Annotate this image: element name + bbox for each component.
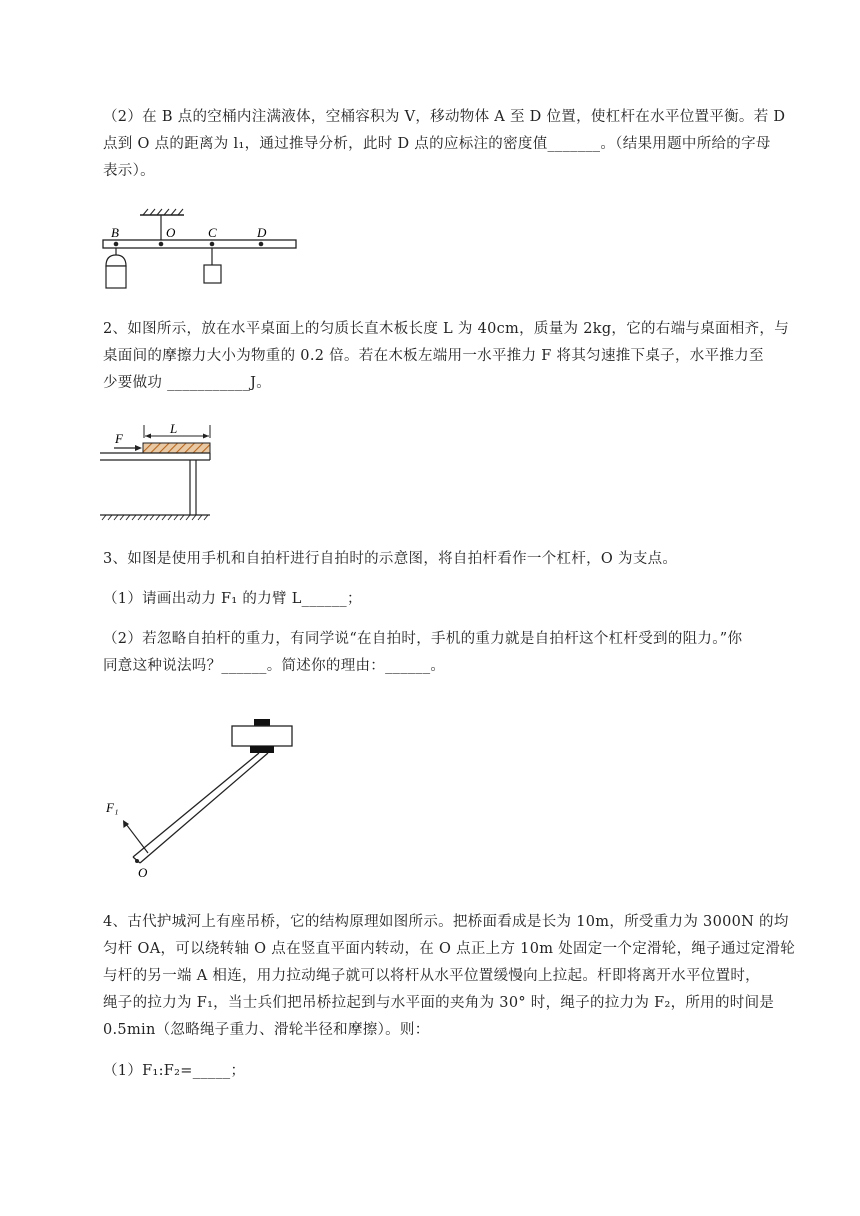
text-line: （1）F₁:F₂=_____； — [103, 1063, 246, 1079]
phone-top-button — [254, 719, 270, 726]
pivot-o — [135, 859, 139, 863]
point-c — [210, 242, 215, 247]
bucket-lid — [106, 255, 126, 266]
lever-bar — [103, 240, 296, 248]
label-f1: F₁ — [106, 800, 119, 815]
weight-block — [204, 265, 221, 283]
force-f1-arrow — [126, 824, 148, 853]
text-line: （2）在 B 点的空桶内注满液体，空桶容积为 V，移动物体 A 至 D 位置，使杠杆在水平位置平衡。若 D — [103, 109, 786, 125]
text-line: 桌面间的摩擦力大小为物重的 0.2 倍。若在木板左端用一水平推力 F 将其匀速推下桌子，水平推力至 — [103, 348, 764, 364]
board-table-figure — [98, 420, 218, 522]
bucket — [106, 266, 126, 288]
question-1-part-2 — [103, 104, 803, 185]
text-line: （2）若忽略自拍杆的重力，有同学说“在自拍时，手机的重力就是自拍杆这个杠杆受到的阻力。”你 — [103, 631, 743, 647]
label-l: L — [170, 421, 178, 436]
selfie-stick-figure — [100, 716, 300, 881]
question-2 — [103, 316, 803, 397]
text-line: 同意这种说法吗？______。简述你的理由：______。 — [103, 658, 446, 674]
text-line: 少要做功 ___________J。 — [103, 375, 272, 391]
text-line: 匀杆 OA，可以绕转轴 O 点在竖直平面内转动，在 O 点正上方 10m 处固定一个定滑轮，绳子通过定滑轮 — [103, 941, 795, 957]
label-o: O — [166, 225, 176, 240]
text-line: 2、如图所示，放在水平桌面上的匀质长直木板长度 L 为 40cm，质量为 2kg，它的右端与桌面相齐，与 — [103, 321, 790, 337]
question-4 — [103, 909, 803, 1085]
label-o: O — [138, 865, 148, 880]
text-line: 与杆的另一端 A 相连，用力拉动绳子就可以将杆从水平位置缓慢向上拉起。杆即将离开水平位置时， — [103, 968, 760, 984]
phone — [232, 726, 292, 746]
label-d: D — [257, 225, 267, 240]
point-d — [259, 242, 264, 247]
text-line: 3、如图是使用手机和自拍杆进行自拍时的示意图，将自拍杆看作一个杠杆，O 为支点。 — [103, 551, 678, 567]
selfie-stick — [133, 753, 259, 857]
point-o — [159, 242, 164, 247]
ground-hatch — [102, 515, 208, 520]
text-line: （1）请画出动力 F₁ 的力臂 L______； — [103, 591, 362, 607]
text-line: 0.5min（忽略绳子重力、滑轮半径和摩擦）。则： — [103, 1022, 430, 1038]
label-b: B — [111, 225, 119, 240]
text-line: 点到 O 点的距离为 l₁，通过推导分析，此时 D 点的应标注的密度值_______。（结果用题中所给的字母 — [103, 136, 771, 152]
text-line: 4、古代护城河上有座吊桥，它的结构原理如图所示。把桥面看成是长为 10m，所受重力为 3000N 的均 — [103, 914, 789, 930]
label-f: F — [115, 431, 123, 446]
label-c: C — [208, 225, 217, 240]
ceiling-hatch — [143, 209, 183, 215]
phone-clamp — [250, 746, 274, 753]
text-line: 绳子的拉力为 F₁，当士兵们把吊桥拉起到与水平面的夹角为 30° 时，绳子的拉力为 F₂，所用的时间是 — [103, 995, 775, 1011]
lever-figure — [98, 208, 303, 293]
wooden-board — [143, 443, 210, 453]
point-b — [114, 242, 119, 247]
question-3 — [103, 546, 803, 680]
text-line: 表示）。 — [103, 163, 155, 179]
